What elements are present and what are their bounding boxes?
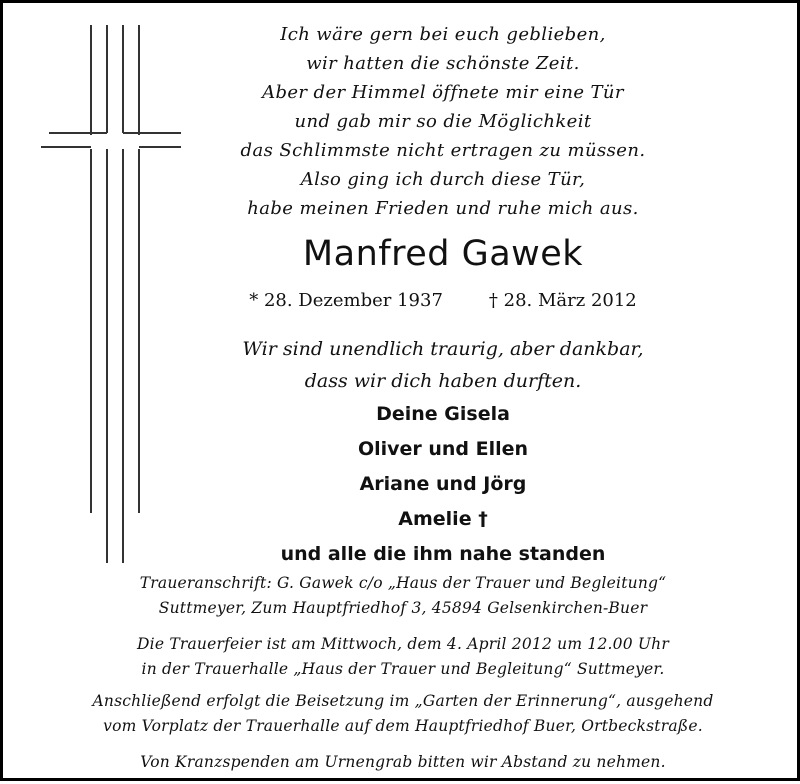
grief-line: dass wir dich haben durften. [304,370,582,392]
family-member: Ariane und Jörg [359,473,527,495]
family-member: Oliver und Ellen [357,438,529,460]
address-line: Suttmeyer, Zum Hauptfriedhof 3, 45894 Gelsenkirchen-Buer [158,599,648,617]
grief-line: Wir sind unendlich traurig, aber dankbar, [242,338,644,360]
burial-info [3,689,800,739]
family-member: Deine Gisela [376,403,510,425]
ceremony-line: in der Trauerhalle „Haus der Trauer und Begleitung“ Suttmeyer. [141,660,665,678]
burial-line: vom Vorplatz der Trauerhalle auf dem Hauptfriedhof Buer, Ortbeckstraße. [103,717,703,735]
poem-line: habe meinen Frieden und ruhe mich aus. [247,198,639,219]
poem-line: Ich wäre gern bei euch geblieben, [280,24,606,45]
burial-line: Anschließend erfolgt die Beisetzung im „Garten der Erinnerung“, ausgehend [92,692,714,710]
family-member: Amelie † [398,508,488,530]
ceremony-info [3,632,800,682]
poem-line: und gab mir so die Möglichkeit [294,111,592,132]
flowers-note: Von Kranzspenden am Urnengrab bitten wir Abstand zu nehmen. [140,753,666,771]
ceremony-line: Die Trauerfeier ist am Mittwoch, dem 4. April 2012 um 12.00 Uhr [137,635,669,653]
birth-date: * 28. Dezember 1937 [249,290,443,311]
poem-line: das Schlimmste nicht ertragen zu müssen. [240,140,646,161]
life-dates [123,290,763,311]
family-closing: und alle die ihm nahe standen [280,543,606,565]
deceased-name: Manfred Gawek [302,234,584,274]
poem-line: Aber der Himmel öffnete mir eine Tür [262,82,624,103]
poem-line: wir hatten die schönste Zeit. [306,53,580,74]
grief-text [123,333,763,397]
family-list [103,397,783,572]
poem [123,20,763,223]
address-line: Traueranschrift: G. Gawek c/o „Haus der Trauer und Begleitung“ [139,574,667,592]
poem-line: Also ging ich durch diese Tür, [300,169,586,190]
death-date: † 28. März 2012 [488,290,637,311]
mourning-address [3,571,800,621]
